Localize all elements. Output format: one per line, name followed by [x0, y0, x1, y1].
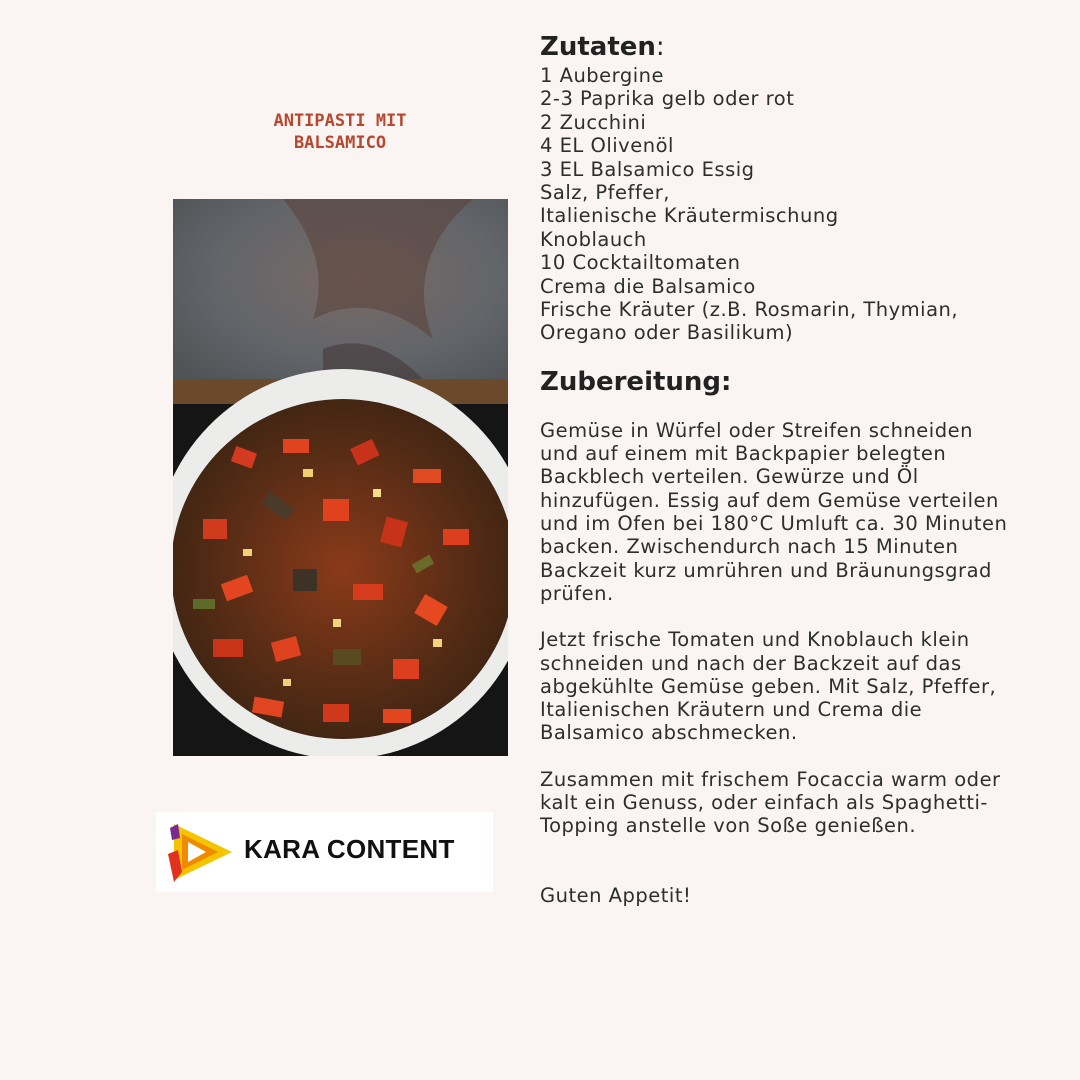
- ingredient-item: 1 Aubergine: [540, 64, 665, 87]
- preparation-heading: Zubereitung:: [540, 366, 732, 397]
- preparation-paragraph: Zusammen mit frischem Focaccia warm oder kalt ein Genuss, oder einfach als Spaghetti-Topping anstelle von Soße genießen.: [540, 767, 1001, 838]
- ingredient-item: Knoblauch: [540, 227, 647, 251]
- closing-greeting: Guten Appetit!: [540, 883, 692, 907]
- ingredient-item: Salz, Pfeffer,: [540, 181, 670, 205]
- ingredient-item: 2-3 Paprika gelb oder rot: [540, 87, 795, 111]
- brand-logo-text: KARA CONTENT: [244, 834, 455, 864]
- ingredients-heading-colon: :: [655, 32, 665, 62]
- preparation-paragraph: Jetzt frische Tomaten und Knoblauch klein schneiden und nach der Backzeit auf das abgekühlte Gemüse geben. Mit Salz, Pfeffer, Italienischen Kräutern und Crema die Balsamico abschmecken.: [540, 628, 997, 745]
- ingredient-item: 3 EL Balsamico Essig: [540, 157, 755, 181]
- dish-photo-illustration: [173, 199, 508, 756]
- ingredient-item: Italienische Kräutermischung: [540, 204, 839, 228]
- preparation-paragraph: Gemüse in Würfel oder Streifen schneiden und auf einem mit Backpapier belegten Backblech verteilen. Gewürze und Öl hinzufügen. Essig auf dem Gemüse verteilen und im Ofen bei 180°C Umluft ca. 30 Minuten backen. Zwischendurch nach 15 Minuten Backzeit kurz umrühren und Bräunungsgrad prüfen.: [540, 418, 1008, 605]
- brand-logo: [156, 812, 493, 892]
- ingredient-item: 4 EL Olivenöl: [540, 134, 674, 158]
- recipe-text-column: [540, 30, 1010, 907]
- recipe-title-line1: ANTIPASTI MIT: [273, 111, 407, 131]
- ingredient-item: Frische Kräuter (z.B. Rosmarin, Thymian, Oregano oder Basilikum): [540, 298, 959, 345]
- dish-photo: [173, 199, 508, 756]
- ingredient-item: 2 Zucchini: [540, 110, 647, 134]
- ingredients-list: [540, 64, 1010, 345]
- ingredients-heading-text: Zutaten: [540, 32, 656, 62]
- ingredient-item: 10 Cocktailtomaten: [540, 251, 741, 275]
- ingredients-heading: [540, 30, 1010, 64]
- ingredient-item: Crema die Balsamico: [540, 274, 756, 298]
- recipe-title: [240, 110, 440, 154]
- recipe-title-line2: BALSAMICO: [293, 133, 387, 153]
- play-logo-icon: [168, 820, 238, 884]
